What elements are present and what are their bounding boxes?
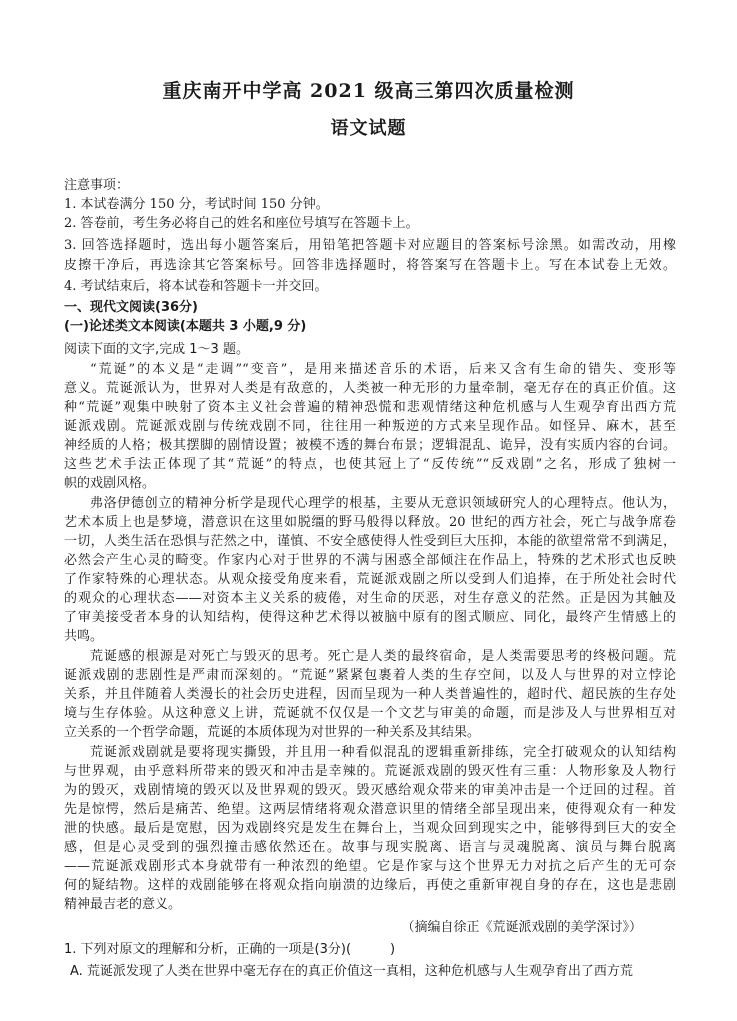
- exam-title: 重庆南开中学高 2021 级高三第四次质量检测: [162, 80, 575, 102]
- passage-line: 荒诞派戏剧就是要将现实撕毁，并且用一种看似混乱的逻辑重新排练，完全打破观众的认知结构: [90, 745, 676, 760]
- passage-line: 精神最吉老的意义。: [64, 897, 182, 912]
- passage-line: 先是惊愕，然后是痛苦、绝望。这两层情绪将观众潜意识里的情绪全部呈现出来，使得观众有一种发: [64, 802, 676, 817]
- passage-line: 意义。荒诞派认为，世界对人类是有敌意的，人类被一种无形的力量牵制，毫无存在的真正价值。这: [64, 381, 676, 396]
- exam-subtitle: 语文试题: [330, 118, 407, 139]
- passage-line: 泄的快感。最后是宽慰，因为戏剧终究是发生在舞台上，当观众回到现实之中，能够得到巨大的安全: [64, 821, 676, 836]
- passage-source: （摘编自徐正《荒诞派戏剧的美学深讨》）: [401, 920, 642, 935]
- passage-line: 关系，并且伴随着人类漫长的社会历史进程，因而呈现为一种人类普遍性的，超时代、超民族的生存处: [64, 687, 676, 702]
- passage-line: 了审美接受者本身的认知结构，使得这种艺术得以被脑中原有的图式顺应、同化，最终产生情感上的: [64, 610, 676, 625]
- question-option-a: A. 荒诞派发现了人类在世界中毫无存在的真正价值这一真相，这种危机感与人生观孕育出了西方荒: [70, 964, 633, 979]
- passage-line: “荒诞”的本义是“走调”“变音”，是用来描述音乐的术语，后来又含有生命的错失、变形等: [90, 362, 676, 377]
- passage-line: 立关系的一个哲学命题，荒诞的本质体现为对世界的一种关系及其结果。: [64, 725, 481, 740]
- passage-line: 为的毁灭，戏剧情境的毁灭以及世界观的毁灭。毁灭感给观众带来的审美冲击是一个迂回的过程。首: [64, 783, 676, 798]
- notice-item: 皮擦干净后，再选涂其它答案标号。回答非选择题时，将答案写在答题卡上。写在本试卷上无效。: [64, 258, 676, 273]
- passage-line: 与世界观，由乎意料所带来的毁灭和冲击是幸辣的。荒诞派戏剧的毁灭性有三重：人物形象及人物行: [64, 764, 676, 779]
- passage-line: 一切，人类生活在恐惧与茫然之中，谨慎、不安全感使得人性受到巨大压抑，本能的欲望常常不到满足，: [64, 534, 676, 549]
- passage-line: 的观众的心理状态——对资本主义关系的疲倦，对生命的厌恶，对生存意义的茫然。正是因为其触及: [64, 591, 676, 606]
- notice-item: 2. 答卷前，考生务必将自己的姓名和座位号填写在答题卡上。: [64, 216, 419, 231]
- passage-line: 境与生存体验。从这种意义上讲，荒诞就不仅仅是一个文艺与审美的命题，而是涉及人与世界相互对: [64, 706, 676, 721]
- notice-item: 3. 回答选择题时，选出每小题答案后，用铅笔把答题卡对应题目的答案标号涂黑。如需改动，用橡: [64, 238, 676, 253]
- passage-line: 必然会产生心灵的畸变。作家内心对于世界的不满与困惑全部倾注在作品上，特殊的艺术形式也反映: [64, 553, 676, 568]
- passage-line: 种“荒诞”观集中映射了资本主义社会普遍的精神恐慌和悲观情绪这种危机感与人生观孕育出西方荒: [64, 400, 676, 415]
- notice-item: 4. 考试结束后，将本试卷和答题卡一并交回。: [64, 279, 328, 294]
- passage-line: ——荒诞派戏剧形式本身就带有一种浓烈的绝望。它是作家与这个世界无力对抗之后产生的无可奈: [64, 859, 676, 874]
- reading-instruction: 阅读下面的文字,完成 1～3 题。: [64, 342, 249, 357]
- passage-line: 弗洛伊德创立的精神分析学是现代心理学的根基，主要从无意识领域研究人的心理特点。他认为，: [90, 496, 676, 511]
- passage-line: 荒诞感的根源是对死亡与毁灭的思考。死亡是人类的最终宿命，是人类需要思考的终极问题。荒: [90, 649, 676, 664]
- section-heading: 一、现代文阅读(36分): [64, 300, 198, 315]
- subsection-heading: (一)论述类文本阅读(本题共 3 小题,9 分): [64, 319, 307, 334]
- passage-line: 这些艺术手法正体现了其“荒诞”的特点，也使其冠上了“反传统”“反戏剧”之名，形成了独树一: [64, 457, 676, 472]
- passage-line: 了作家特殊的心理状态。从观众接受角度来看，荒诞派戏剧之所以受到人们追捧，在于所处社会时代: [64, 572, 676, 587]
- question-stem: 1. 下列对原文的理解和分析，正确的一项是(3分)( ): [64, 942, 396, 957]
- passage-line: 感，但是心灵受到的强烈撞击感依然还在。故事与现实脱离、语言与灵魂脱离、演员与舞台脱离: [64, 840, 676, 855]
- passage-line: 共鸣。: [64, 629, 104, 644]
- passage-line: 艺术本质上也是梦境，潜意识在这里如脱缰的野马般得以释放。20 世纪的西方社会，死亡与战争席卷: [64, 515, 676, 530]
- passage-line: 何的疑结物。这样的戏剧能够在将观众指向崩溃的边缘后，再使之重新审视自身的存在，这也是悲剧: [64, 878, 676, 893]
- passage-line: 诞派戏剧的悲剧性是严肃而深刻的。“荒诞”紧紧包裹着人类的生存空间，以及人与世界的对立悖论: [64, 668, 676, 683]
- notice-heading: 注意事项：: [64, 178, 130, 193]
- passage-line: 神经质的人格；极其摆脚的剧情设置；被模不透的舞台布景；逻辑混乱、诡异，没有实质内容的台词。: [64, 438, 676, 453]
- passage-line: 帜的戏剧风格。: [64, 476, 156, 491]
- notice-item: 1. 本试卷满分 150 分，考试时间 150 分钟。: [64, 197, 329, 212]
- passage-line: 诞派戏剧。荒诞派戏剧与传统戏剧不同，往往用一种叛逆的方式来呈现作品。如怪异、麻木，甚至: [64, 419, 676, 434]
